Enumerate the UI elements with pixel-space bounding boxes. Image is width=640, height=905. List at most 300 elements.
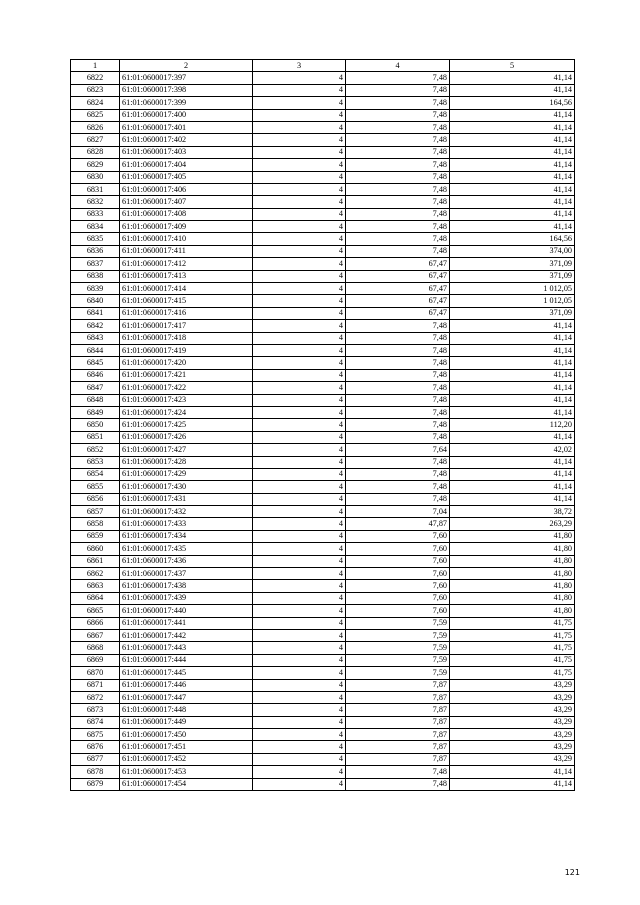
table-cell-col-5: 41,80 — [450, 530, 575, 542]
table-cell-col-2: 61:01:0600017:430 — [120, 481, 253, 493]
table-cell-col-3: 4 — [253, 357, 346, 369]
table-cell-col-4: 7,59 — [346, 667, 450, 679]
table-row — [71, 320, 575, 332]
table-cell-col-1: 6866 — [71, 617, 120, 629]
table-cell-col-2: 61:01:0600017:397 — [120, 72, 253, 84]
table-cell-col-1: 6855 — [71, 481, 120, 493]
table-cell-col-5: 41,14 — [450, 183, 575, 195]
table-cell-col-4: 7,64 — [346, 444, 450, 456]
table-cell-col-4: 7,48 — [346, 406, 450, 418]
table-row — [71, 444, 575, 456]
table-cell-col-2: 61:01:0600017:415 — [120, 295, 253, 307]
table-cell-col-2: 61:01:0600017:404 — [120, 159, 253, 171]
table-row — [71, 580, 575, 592]
table-cell-col-4: 7,04 — [346, 506, 450, 518]
table-cell-col-2: 61:01:0600017:429 — [120, 468, 253, 480]
table-cell-col-1: 6859 — [71, 530, 120, 542]
table-cell-col-4: 7,48 — [346, 171, 450, 183]
table-cell-col-3: 4 — [253, 568, 346, 580]
table-cell-col-4: 7,48 — [346, 419, 450, 431]
table-cell-col-5: 43,29 — [450, 716, 575, 728]
table-row — [71, 159, 575, 171]
table-cell-col-1: 6826 — [71, 121, 120, 133]
table-cell-col-3: 4 — [253, 196, 346, 208]
table-cell-col-4: 7,87 — [346, 716, 450, 728]
table-cell-col-2: 61:01:0600017:441 — [120, 617, 253, 629]
table-cell-col-4: 7,48 — [346, 332, 450, 344]
table-cell-col-1: 6831 — [71, 183, 120, 195]
table-cell-col-2: 61:01:0600017:435 — [120, 543, 253, 555]
column-header-4: 4 — [346, 60, 450, 72]
table-cell-col-5: 41,14 — [450, 456, 575, 468]
table-row — [71, 134, 575, 146]
table-cell-col-3: 4 — [253, 592, 346, 604]
table-cell-col-1: 6857 — [71, 506, 120, 518]
table-cell-col-3: 4 — [253, 741, 346, 753]
column-header-3: 3 — [253, 60, 346, 72]
table-cell-col-1: 6835 — [71, 233, 120, 245]
table-cell-col-5: 41,14 — [450, 481, 575, 493]
table-cell-col-3: 4 — [253, 245, 346, 257]
table-cell-col-1: 6868 — [71, 642, 120, 654]
table-cell-col-4: 7,48 — [346, 369, 450, 381]
table-row — [71, 332, 575, 344]
table-cell-col-2: 61:01:0600017:426 — [120, 431, 253, 443]
table-cell-col-5: 263,29 — [450, 518, 575, 530]
table-row — [71, 258, 575, 270]
table-cell-col-3: 4 — [253, 654, 346, 666]
table-cell-col-5: 374,00 — [450, 245, 575, 257]
table-row — [71, 307, 575, 319]
table-cell-col-3: 4 — [253, 642, 346, 654]
table-cell-col-1: 6871 — [71, 679, 120, 691]
table-cell-col-5: 41,14 — [450, 121, 575, 133]
table-cell-col-1: 6838 — [71, 270, 120, 282]
table-cell-col-2: 61:01:0600017:422 — [120, 382, 253, 394]
table-cell-col-4: 7,59 — [346, 629, 450, 641]
table-cell-col-5: 43,29 — [450, 691, 575, 703]
table-cell-col-3: 4 — [253, 679, 346, 691]
table-cell-col-2: 61:01:0600017:453 — [120, 766, 253, 778]
table-cell-col-4: 7,48 — [346, 245, 450, 257]
table-cell-col-3: 4 — [253, 72, 346, 84]
table-cell-col-1: 6833 — [71, 208, 120, 220]
table-cell-col-4: 67,47 — [346, 295, 450, 307]
table-cell-col-2: 61:01:0600017:440 — [120, 605, 253, 617]
table-cell-col-1: 6829 — [71, 159, 120, 171]
table-cell-col-4: 7,48 — [346, 221, 450, 233]
table-cell-col-1: 6877 — [71, 753, 120, 765]
table-cell-col-5: 41,14 — [450, 159, 575, 171]
table-body — [71, 72, 575, 791]
table-cell-col-3: 4 — [253, 555, 346, 567]
table-cell-col-1: 6827 — [71, 134, 120, 146]
table-cell-col-2: 61:01:0600017:403 — [120, 146, 253, 158]
table-row — [71, 679, 575, 691]
table-cell-col-3: 4 — [253, 183, 346, 195]
table-cell-col-1: 6852 — [71, 444, 120, 456]
table-cell-col-5: 41,14 — [450, 431, 575, 443]
table-row — [71, 729, 575, 741]
table-cell-col-1: 6874 — [71, 716, 120, 728]
table-cell-col-2: 61:01:0600017:407 — [120, 196, 253, 208]
table-cell-col-2: 61:01:0600017:418 — [120, 332, 253, 344]
table-cell-col-2: 61:01:0600017:437 — [120, 568, 253, 580]
table-cell-col-4: 7,48 — [346, 766, 450, 778]
table-row — [71, 394, 575, 406]
table-cell-col-4: 7,48 — [346, 134, 450, 146]
table-cell-col-2: 61:01:0600017:424 — [120, 406, 253, 418]
table-cell-col-2: 61:01:0600017:432 — [120, 506, 253, 518]
table-cell-col-3: 4 — [253, 221, 346, 233]
table-cell-col-3: 4 — [253, 753, 346, 765]
table-cell-col-2: 61:01:0600017:420 — [120, 357, 253, 369]
table-cell-col-4: 7,48 — [346, 357, 450, 369]
table-cell-col-5: 41,14 — [450, 766, 575, 778]
table-cell-col-2: 61:01:0600017:452 — [120, 753, 253, 765]
table-cell-col-4: 7,87 — [346, 691, 450, 703]
table-cell-col-5: 43,29 — [450, 741, 575, 753]
table-cell-col-3: 4 — [253, 134, 346, 146]
table-cell-col-4: 7,48 — [346, 183, 450, 195]
table-cell-col-1: 6851 — [71, 431, 120, 443]
table-row — [71, 357, 575, 369]
table-cell-col-4: 7,48 — [346, 84, 450, 96]
table-row — [71, 221, 575, 233]
table-cell-col-3: 4 — [253, 382, 346, 394]
table-cell-col-2: 61:01:0600017:443 — [120, 642, 253, 654]
table-cell-col-5: 41,14 — [450, 394, 575, 406]
table-cell-col-2: 61:01:0600017:433 — [120, 518, 253, 530]
table-cell-col-3: 4 — [253, 394, 346, 406]
table-cell-col-2: 61:01:0600017:417 — [120, 320, 253, 332]
column-header-5: 5 — [450, 60, 575, 72]
table-cell-col-5: 41,14 — [450, 196, 575, 208]
table-cell-col-1: 6856 — [71, 493, 120, 505]
table-cell-col-4: 67,47 — [346, 270, 450, 282]
table-cell-col-4: 7,59 — [346, 617, 450, 629]
table-cell-col-5: 371,09 — [450, 258, 575, 270]
table-cell-col-3: 4 — [253, 344, 346, 356]
table-cell-col-5: 41,80 — [450, 592, 575, 604]
table-cell-col-4: 7,59 — [346, 654, 450, 666]
table-cell-col-1: 6862 — [71, 568, 120, 580]
table-cell-col-3: 4 — [253, 295, 346, 307]
table-row — [71, 778, 575, 790]
table-cell-col-5: 41,75 — [450, 642, 575, 654]
table-cell-col-3: 4 — [253, 605, 346, 617]
table-cell-col-1: 6841 — [71, 307, 120, 319]
table-cell-col-3: 4 — [253, 530, 346, 542]
table-cell-col-3: 4 — [253, 456, 346, 468]
table-cell-col-4: 7,48 — [346, 208, 450, 220]
table-cell-col-5: 43,29 — [450, 729, 575, 741]
table-cell-col-1: 6860 — [71, 543, 120, 555]
table-cell-col-1: 6830 — [71, 171, 120, 183]
table-cell-col-3: 4 — [253, 84, 346, 96]
table-cell-col-3: 4 — [253, 778, 346, 790]
table-cell-col-3: 4 — [253, 258, 346, 270]
table-cell-col-5: 371,09 — [450, 307, 575, 319]
table-row — [71, 171, 575, 183]
table-cell-col-5: 41,80 — [450, 555, 575, 567]
table-cell-col-4: 7,60 — [346, 555, 450, 567]
table-cell-col-2: 61:01:0600017:405 — [120, 171, 253, 183]
table-cell-col-1: 6858 — [71, 518, 120, 530]
table-row — [71, 654, 575, 666]
table-cell-col-5: 41,14 — [450, 171, 575, 183]
column-header-2: 2 — [120, 60, 253, 72]
table-row — [71, 121, 575, 133]
table-cell-col-2: 61:01:0600017:398 — [120, 84, 253, 96]
table-cell-col-4: 7,48 — [346, 382, 450, 394]
table-cell-col-5: 1 012,05 — [450, 283, 575, 295]
table-cell-col-5: 41,80 — [450, 580, 575, 592]
table-cell-col-3: 4 — [253, 691, 346, 703]
table-row — [71, 605, 575, 617]
table-cell-col-2: 61:01:0600017:413 — [120, 270, 253, 282]
table-row — [71, 468, 575, 480]
table-row — [71, 518, 575, 530]
table-cell-col-5: 1 012,05 — [450, 295, 575, 307]
table-row — [71, 84, 575, 96]
table-cell-col-2: 61:01:0600017:454 — [120, 778, 253, 790]
table-cell-col-1: 6865 — [71, 605, 120, 617]
table-cell-col-3: 4 — [253, 580, 346, 592]
table-cell-col-1: 6839 — [71, 283, 120, 295]
table-row — [71, 481, 575, 493]
table-cell-col-4: 7,87 — [346, 704, 450, 716]
table-row — [71, 506, 575, 518]
data-table — [70, 59, 575, 791]
table-cell-col-2: 61:01:0600017:436 — [120, 555, 253, 567]
table-cell-col-4: 7,48 — [346, 493, 450, 505]
table-cell-col-4: 7,87 — [346, 741, 450, 753]
table-cell-col-4: 67,47 — [346, 307, 450, 319]
table-cell-col-1: 6854 — [71, 468, 120, 480]
table-cell-col-2: 61:01:0600017:421 — [120, 369, 253, 381]
table-cell-col-3: 4 — [253, 97, 346, 109]
table-cell-col-3: 4 — [253, 332, 346, 344]
table-cell-col-4: 7,48 — [346, 196, 450, 208]
table-cell-col-1: 6846 — [71, 369, 120, 381]
table-cell-col-2: 61:01:0600017:439 — [120, 592, 253, 604]
table-row — [71, 691, 575, 703]
table-cell-col-3: 4 — [253, 629, 346, 641]
table-cell-col-3: 4 — [253, 481, 346, 493]
table-cell-col-4: 7,48 — [346, 72, 450, 84]
table-cell-col-5: 41,14 — [450, 344, 575, 356]
table-cell-col-2: 61:01:0600017:409 — [120, 221, 253, 233]
table-cell-col-2: 61:01:0600017:408 — [120, 208, 253, 220]
table-cell-col-3: 4 — [253, 431, 346, 443]
table-cell-col-2: 61:01:0600017:402 — [120, 134, 253, 146]
table-row — [71, 382, 575, 394]
table-row — [71, 493, 575, 505]
table-cell-col-5: 41,14 — [450, 406, 575, 418]
table-row — [71, 109, 575, 121]
table-cell-col-5: 41,75 — [450, 654, 575, 666]
table-row — [71, 704, 575, 716]
table-cell-col-2: 61:01:0600017:411 — [120, 245, 253, 257]
table-row — [71, 369, 575, 381]
table-cell-col-2: 61:01:0600017:438 — [120, 580, 253, 592]
table-cell-col-3: 4 — [253, 406, 346, 418]
table-cell-col-1: 6844 — [71, 344, 120, 356]
table-cell-col-5: 41,80 — [450, 605, 575, 617]
table-cell-col-5: 41,80 — [450, 568, 575, 580]
table-cell-col-2: 61:01:0600017:406 — [120, 183, 253, 195]
table-cell-col-1: 6823 — [71, 84, 120, 96]
table-cell-col-2: 61:01:0600017:414 — [120, 283, 253, 295]
table-cell-col-4: 7,48 — [346, 456, 450, 468]
table-row — [71, 753, 575, 765]
table-cell-col-5: 38,72 — [450, 506, 575, 518]
table-cell-col-4: 7,60 — [346, 605, 450, 617]
table-row — [71, 344, 575, 356]
table-cell-col-4: 7,48 — [346, 394, 450, 406]
table-cell-col-3: 4 — [253, 716, 346, 728]
table-cell-col-2: 61:01:0600017:412 — [120, 258, 253, 270]
table-row — [71, 766, 575, 778]
table-cell-col-5: 41,14 — [450, 332, 575, 344]
table-cell-col-2: 61:01:0600017:427 — [120, 444, 253, 456]
table-cell-col-4: 7,87 — [346, 729, 450, 741]
table-cell-col-4: 47,87 — [346, 518, 450, 530]
table-cell-col-2: 61:01:0600017:419 — [120, 344, 253, 356]
table-cell-col-2: 61:01:0600017:451 — [120, 741, 253, 753]
table-cell-col-5: 41,14 — [450, 146, 575, 158]
table-cell-col-3: 4 — [253, 233, 346, 245]
table-cell-col-4: 7,48 — [346, 468, 450, 480]
table-cell-col-2: 61:01:0600017:410 — [120, 233, 253, 245]
table-cell-col-3: 4 — [253, 146, 346, 158]
table-cell-col-3: 4 — [253, 121, 346, 133]
table-row — [71, 716, 575, 728]
table-cell-col-1: 6853 — [71, 456, 120, 468]
table-cell-col-5: 41,14 — [450, 778, 575, 790]
table-row — [71, 196, 575, 208]
table-cell-col-1: 6875 — [71, 729, 120, 741]
table-cell-col-1: 6870 — [71, 667, 120, 679]
table-cell-col-5: 41,75 — [450, 667, 575, 679]
table-cell-col-1: 6867 — [71, 629, 120, 641]
table-cell-col-5: 41,75 — [450, 629, 575, 641]
table-cell-col-5: 43,29 — [450, 753, 575, 765]
table-cell-col-3: 4 — [253, 320, 346, 332]
table-cell-col-2: 61:01:0600017:401 — [120, 121, 253, 133]
table-row — [71, 431, 575, 443]
table-cell-col-5: 112,20 — [450, 419, 575, 431]
table-cell-col-2: 61:01:0600017:428 — [120, 456, 253, 468]
table-row — [71, 208, 575, 220]
table-row — [71, 270, 575, 282]
table-row — [71, 183, 575, 195]
table-cell-col-1: 6876 — [71, 741, 120, 753]
table-header-row — [71, 60, 575, 72]
table-cell-col-3: 4 — [253, 283, 346, 295]
table-cell-col-4: 7,60 — [346, 568, 450, 580]
table-cell-col-1: 6879 — [71, 778, 120, 790]
table-row — [71, 406, 575, 418]
table-cell-col-2: 61:01:0600017:446 — [120, 679, 253, 691]
table-cell-col-2: 61:01:0600017:431 — [120, 493, 253, 505]
table-cell-col-3: 4 — [253, 667, 346, 679]
table-cell-col-4: 7,60 — [346, 530, 450, 542]
table-cell-col-2: 61:01:0600017:449 — [120, 716, 253, 728]
table-cell-col-1: 6864 — [71, 592, 120, 604]
table-cell-col-4: 7,48 — [346, 344, 450, 356]
table-cell-col-5: 164,56 — [450, 97, 575, 109]
table-row — [71, 617, 575, 629]
table-cell-col-5: 164,56 — [450, 233, 575, 245]
table-cell-col-3: 4 — [253, 729, 346, 741]
table-cell-col-4: 7,48 — [346, 233, 450, 245]
table-cell-col-1: 6822 — [71, 72, 120, 84]
table-cell-col-4: 7,48 — [346, 109, 450, 121]
table-cell-col-2: 61:01:0600017:423 — [120, 394, 253, 406]
table-row — [71, 568, 575, 580]
table-cell-col-4: 7,48 — [346, 97, 450, 109]
table-cell-col-5: 41,14 — [450, 369, 575, 381]
table-cell-col-3: 4 — [253, 506, 346, 518]
table-row — [71, 741, 575, 753]
table-row — [71, 555, 575, 567]
table-cell-col-5: 41,14 — [450, 468, 575, 480]
table-cell-col-5: 41,14 — [450, 320, 575, 332]
table-cell-col-4: 7,60 — [346, 580, 450, 592]
table-cell-col-1: 6824 — [71, 97, 120, 109]
table-row — [71, 146, 575, 158]
table-cell-col-2: 61:01:0600017:399 — [120, 97, 253, 109]
table-cell-col-3: 4 — [253, 109, 346, 121]
table-cell-col-5: 41,14 — [450, 357, 575, 369]
table-cell-col-2: 61:01:0600017:450 — [120, 729, 253, 741]
table-row — [71, 456, 575, 468]
table-cell-col-1: 6836 — [71, 245, 120, 257]
table-cell-col-2: 61:01:0600017:425 — [120, 419, 253, 431]
table-cell-col-1: 6828 — [71, 146, 120, 158]
table-row — [71, 72, 575, 84]
table-cell-col-4: 7,48 — [346, 431, 450, 443]
table-cell-col-5: 43,29 — [450, 679, 575, 691]
table-cell-col-4: 7,48 — [346, 159, 450, 171]
table-row — [71, 245, 575, 257]
table-cell-col-3: 4 — [253, 543, 346, 555]
table-cell-col-5: 43,29 — [450, 704, 575, 716]
table-row — [71, 642, 575, 654]
table-cell-col-1: 6832 — [71, 196, 120, 208]
table-row — [71, 530, 575, 542]
table-row — [71, 419, 575, 431]
page-number: 121 — [564, 868, 580, 877]
table-cell-col-5: 41,14 — [450, 134, 575, 146]
table-cell-col-4: 7,60 — [346, 543, 450, 555]
table-row — [71, 97, 575, 109]
table-cell-col-4: 67,47 — [346, 258, 450, 270]
table-cell-col-4: 67,47 — [346, 283, 450, 295]
table-cell-col-1: 6825 — [71, 109, 120, 121]
table-cell-col-3: 4 — [253, 270, 346, 282]
table-cell-col-3: 4 — [253, 369, 346, 381]
table-cell-col-3: 4 — [253, 518, 346, 530]
table-row — [71, 295, 575, 307]
table-cell-col-4: 7,48 — [346, 778, 450, 790]
table-cell-col-3: 4 — [253, 444, 346, 456]
table-cell-col-5: 41,14 — [450, 109, 575, 121]
table-cell-col-2: 61:01:0600017:416 — [120, 307, 253, 319]
table-cell-col-5: 41,80 — [450, 543, 575, 555]
